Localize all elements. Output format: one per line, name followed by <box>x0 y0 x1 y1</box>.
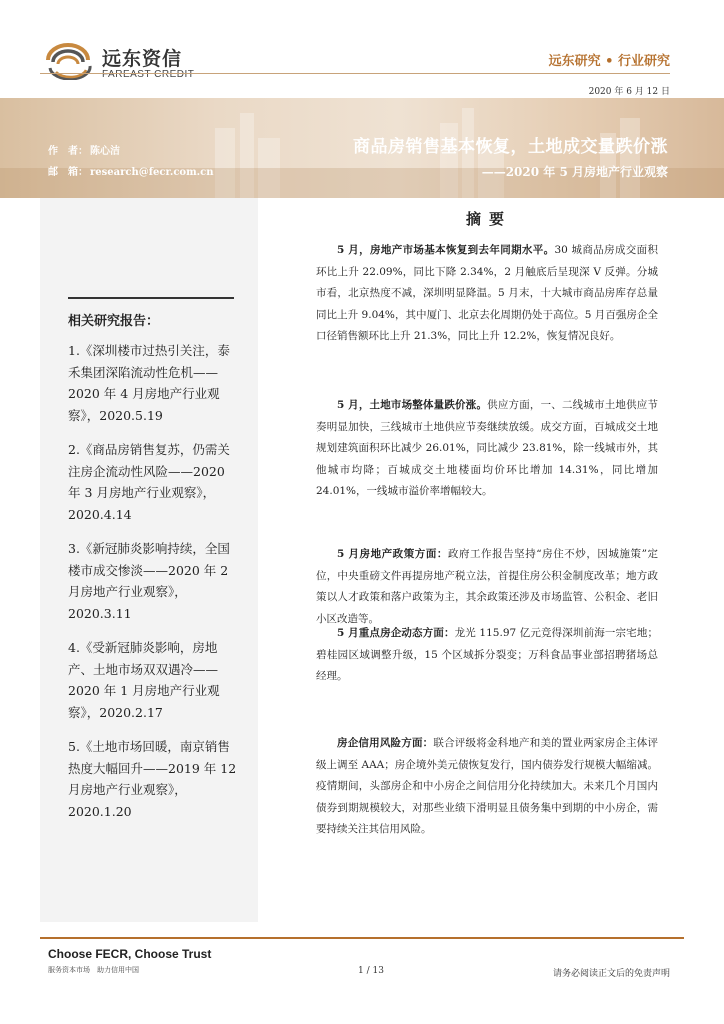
summary-paragraph-housing-market <box>316 240 658 348</box>
paragraph-text: 龙光 115.97 亿元竞得深圳前海一宗宅地；碧桂园区域调整升级，15 个区域拆分裂变；万科食品事业部招聘猪场总经理。 <box>316 627 658 682</box>
fareast-logo-icon <box>42 40 96 80</box>
related-reports-list <box>68 340 240 835</box>
email-label: 邮 箱： <box>48 167 88 178</box>
paragraph-lead: 房企信用风险方面： <box>337 737 434 749</box>
paragraph-lead: 5 月，土地市场整体量跌价涨。 <box>337 399 488 411</box>
footer-slogan: Choose FECR, Choose Trust <box>48 947 212 961</box>
paragraph-text: 供应方面，一、二线城市土地供应节奏明显加快，三线城市土地供应节奏继续放缓。成交方面，百城成交土地规划建筑面积环比减少 26.01%，同比减少 23.81%，除一线城市外，其他城市均降；百城成交土地楼面均价环比增加 14.31%，同比增加 24.01%，一线城市溢价率增幅较大。 <box>316 399 659 497</box>
brand-name-en: FAREAST CREDIT <box>102 69 195 80</box>
summary-paragraph-land-market <box>316 395 658 503</box>
related-report-item[interactable]: 1.《深圳楼市过热引关注，泰禾集团深陷流动性危机——2020 年 4 月房地产行业观察》，2020.5.19 <box>68 343 230 423</box>
summary-paragraph-credit-risk <box>316 733 658 841</box>
author-name: 陈心洁 <box>90 146 120 157</box>
report-subtitle: ——2020 年 5 月房地产行业观察 <box>481 165 668 179</box>
paragraph-text: 政府工作报告坚持“房住不炒，因城施策”定位，中央重磅文件再提房地产税立法，首提住房公积金制度改革；地方政策以人才政策和落户政策为主，其余政策还涉及市场监管、公积金、老旧小区改造等。 <box>316 548 658 625</box>
email-line <box>48 163 214 178</box>
related-reports-title: 相关研究报告： <box>68 314 160 329</box>
page-number: 1 / 13 <box>358 966 384 976</box>
report-title: 商品房销售基本恢复，土地成交量跌价涨 <box>353 137 668 157</box>
footer-divider <box>40 937 684 939</box>
related-report-item[interactable]: 5.《土地市场回暖，南京销售热度大幅回升——2019 年 12 月房地产行业观察》，2020.1.20 <box>68 739 237 819</box>
sidebar-divider <box>68 297 234 299</box>
related-report-item[interactable]: 4.《受新冠肺炎影响，房地产、土地市场双双遇冷——2020 年 1 月房地产行业观察》，2020.2.17 <box>68 640 220 720</box>
email-link[interactable]: research@fecr.com.cn <box>90 167 214 178</box>
author-line <box>48 142 120 157</box>
paragraph-text: 联合评级将金科地产和美的置业两家房企主体评级上调至 AAA；房企境外美元债恢复发行，国内债券发行规模大幅缩减。疫情期间，头部房企和中小房企之间信用分化持续加大。未来几个月国内债券到期规模较大，对那些业绩下滑明显且债务集中到期的中小房企，需要持续关注其信用风险。 <box>316 737 659 835</box>
related-report-item[interactable]: 2.《商品房销售复苏，仍需关注房企流动性风险——2020 年 3 月房地产行业观察》，2020.4.14 <box>68 442 230 522</box>
research-category-tag: 远东研究 • 行业研究 <box>548 54 670 69</box>
paragraph-lead: 5 月房地产政策方面： <box>337 548 448 560</box>
related-report-item[interactable]: 3.《新冠肺炎影响持续，全国楼市成交惨淡——2020 年 2 月房地产行业观察》，2020.3.11 <box>68 541 230 621</box>
summary-heading: 摘要 <box>466 210 513 228</box>
footer-subslogan: 服务资本市场 助力信用中国 <box>48 966 139 974</box>
paragraph-lead: 5 月，房地产市场基本恢复到去年同期水平。 <box>337 244 555 256</box>
summary-paragraph-policy <box>316 544 658 630</box>
author-label: 作 者： <box>48 146 88 157</box>
brand-name-cn: 远东资信 <box>102 48 183 70</box>
report-date: 2020 年 6 月 12 日 <box>588 87 670 97</box>
header-divider <box>40 73 670 74</box>
disclaimer-notice: 请务必阅读正文后的免责声明 <box>552 969 670 979</box>
paragraph-text: 30 城商品房成交面积环比上升 22.09%，同比下降 2.34%，2 月触底后呈现深 V 反弹。分城市看，北京热度不减，深圳明显降温。5 月末，十大城市商品房库存总量同比上升 9.04%，其中厦门、北京去化周期仍处于高位。5 月百强房企全口径销售额环比上升 21.3%，同比上升 12.2%，恢复情况良好。 <box>316 244 658 342</box>
paragraph-lead: 5 月重点房企动态方面： <box>337 627 455 639</box>
summary-paragraph-developer-news <box>316 623 658 688</box>
